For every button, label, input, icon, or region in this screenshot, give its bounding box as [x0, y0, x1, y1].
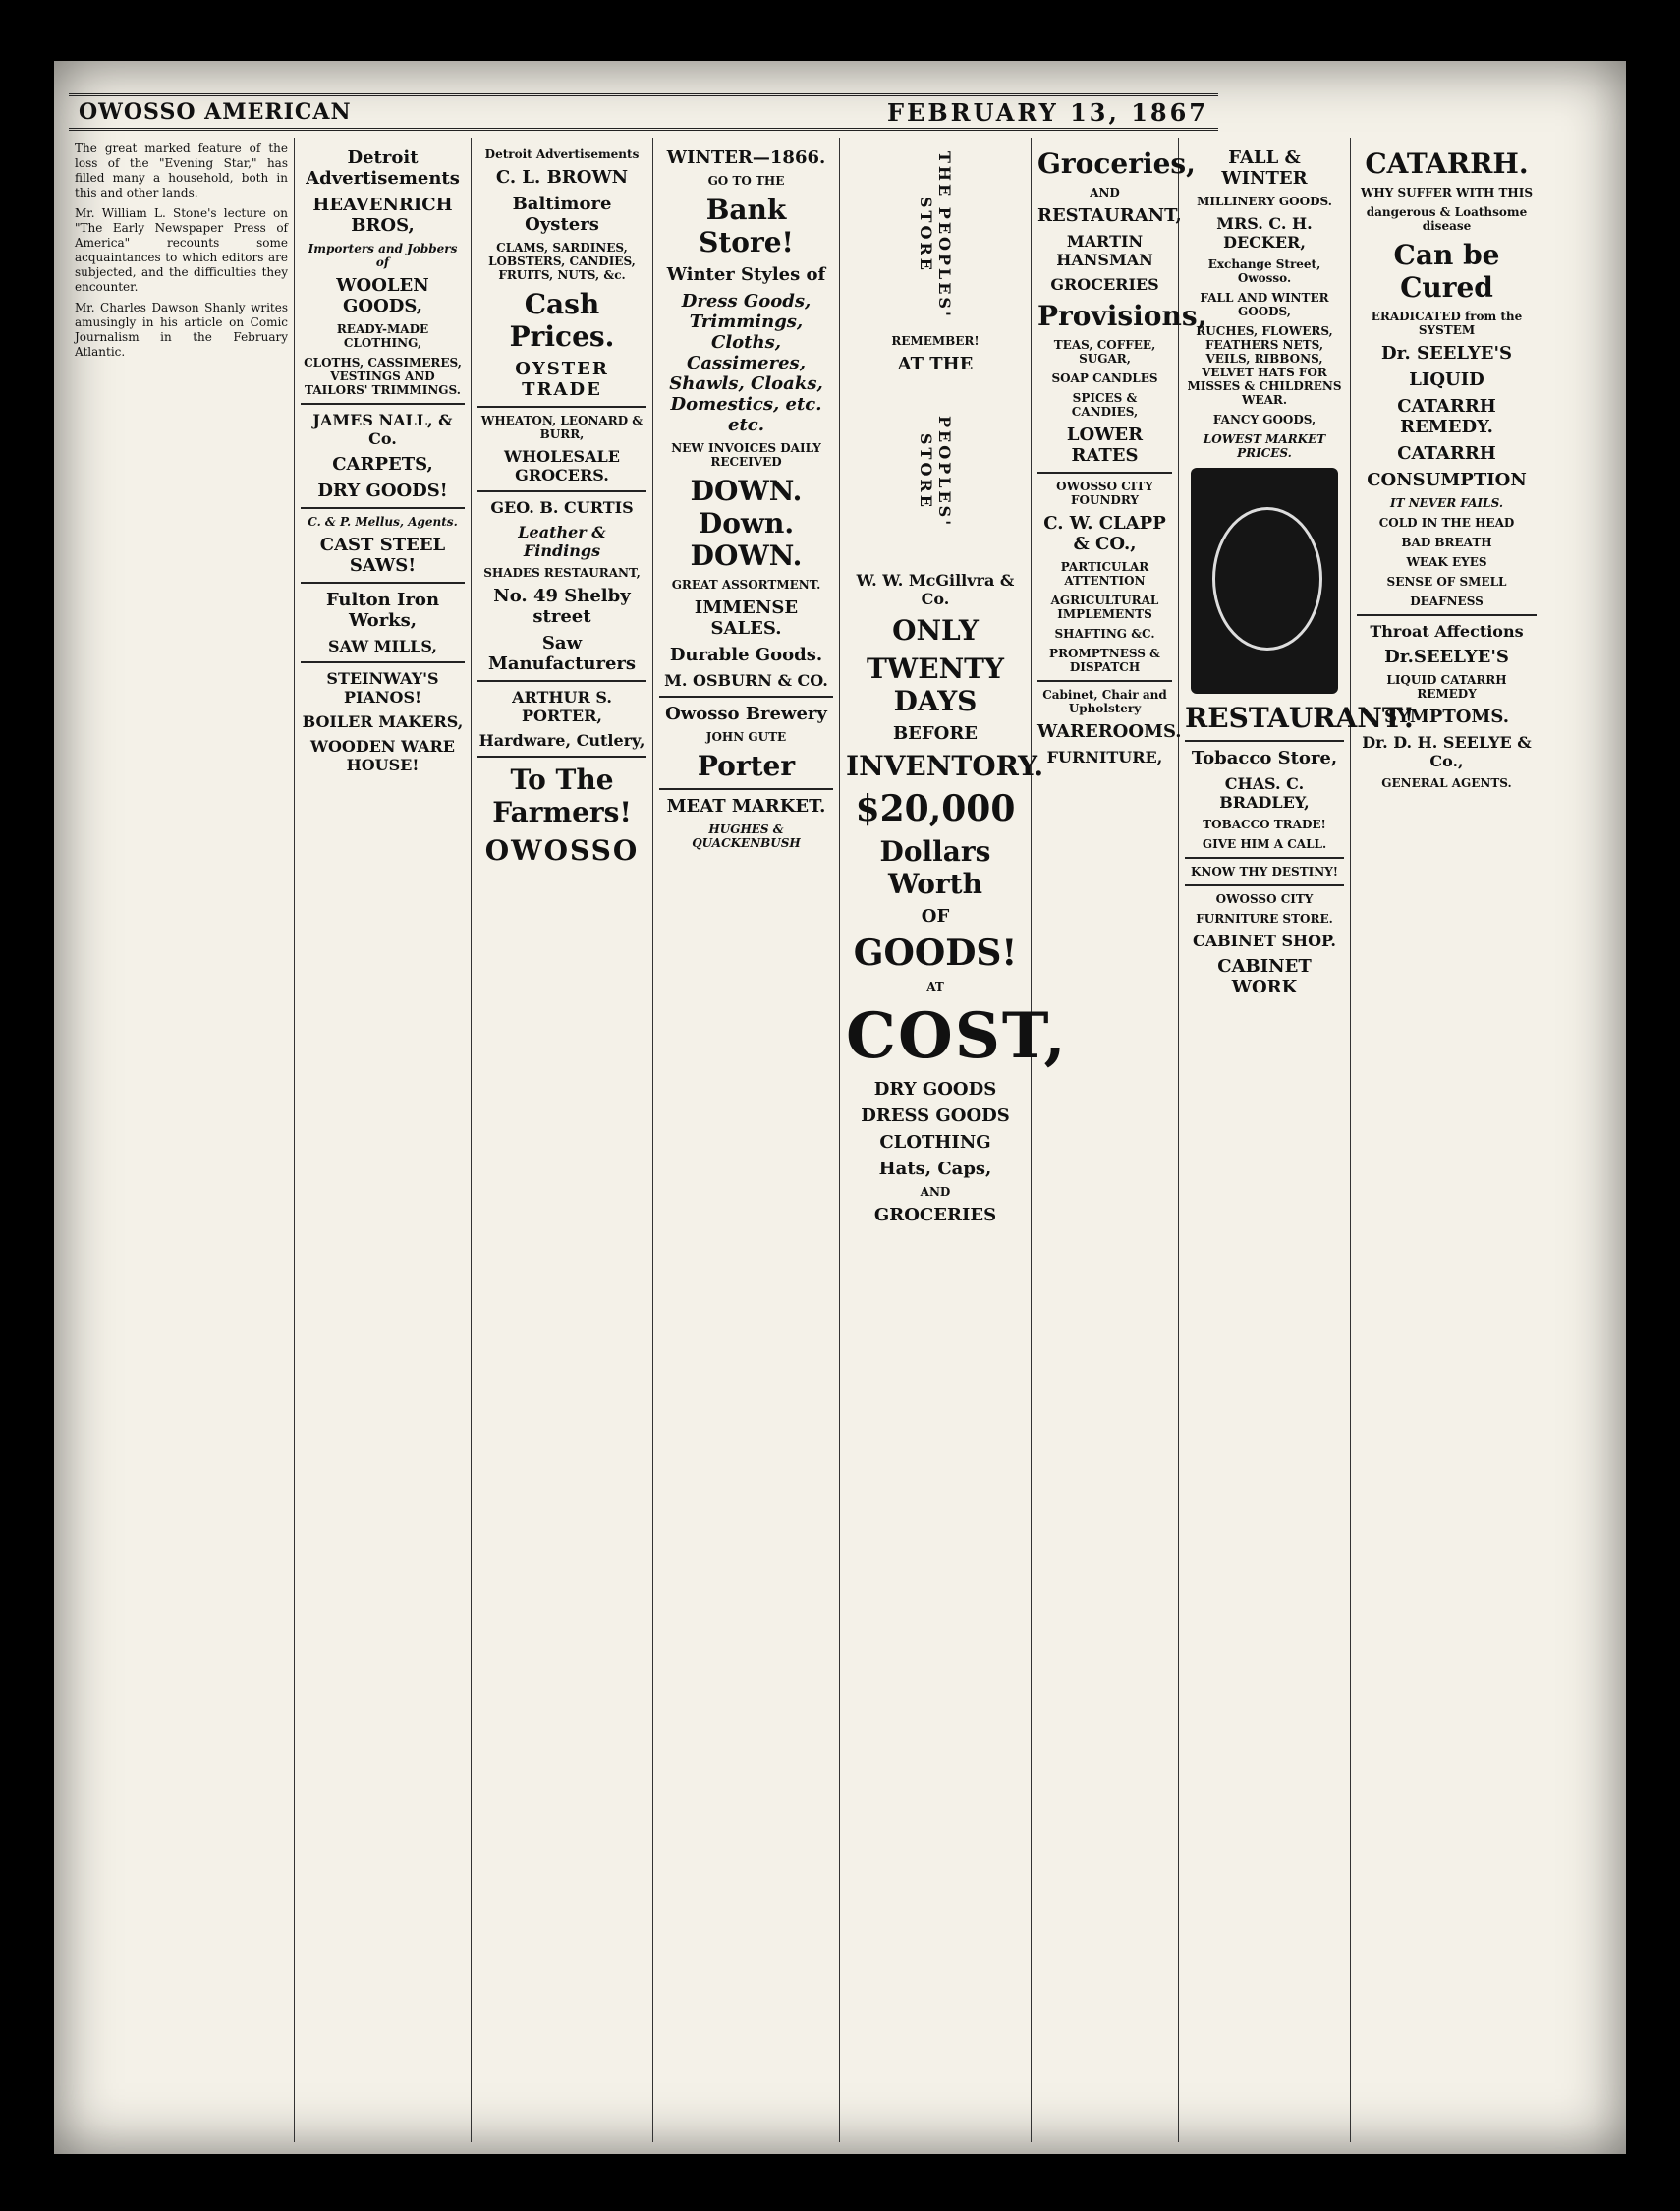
ad-headline: DOWN. Down. DOWN. — [690, 475, 803, 572]
column-7 — [1179, 138, 1415, 2142]
ad-headline: GIVE HIM A CALL. — [1202, 837, 1327, 851]
ad-headline: CONSUMPTION — [1367, 470, 1527, 490]
article-paragraph: Mr. Charles Dawson Shanly writes amusingly in his article on Comic Journalism in the February Atlantic. — [75, 301, 288, 359]
ad-headline: Dr. SEELYE'S — [1381, 343, 1512, 364]
ad-headline: MEAT MARKET. — [666, 796, 826, 817]
firm-name: ARTHUR S. PORTER, — [512, 688, 612, 725]
firm-name: C. W. CLAPP & CO., — [1043, 513, 1166, 554]
ad-headline: WHOLESALE GROCERS. — [504, 447, 620, 484]
ad-headline: OWOSSO CITY — [1215, 892, 1314, 906]
firm-name: JAMES NALL, & Co. — [312, 411, 453, 448]
divider — [1037, 680, 1172, 682]
divider — [1357, 614, 1537, 616]
ad-headline: CARPETS, — [332, 454, 433, 475]
ad-headline: Hardware, Cutlery, — [478, 731, 645, 750]
ad-headline: To The Farmers! — [492, 764, 632, 828]
column-2 — [295, 138, 472, 2142]
ad-headline: PARTICULAR ATTENTION — [1060, 560, 1149, 588]
ad-headline: GROCERIES — [1050, 275, 1159, 294]
ad-headline: GREAT ASSORTMENT. — [671, 578, 821, 592]
ad-headline: SHADES RESTAURANT, — [483, 566, 641, 580]
ad-headline: RESTAURANT! — [1185, 702, 1415, 734]
ad-headline: OWOSSO — [484, 834, 640, 867]
ad-line: Importers and Jobbers of — [308, 242, 458, 269]
ad-headline: IT NEVER FAILS. — [1389, 496, 1504, 510]
ad-headline: Saw Manufacturers — [487, 633, 637, 674]
column-8 — [1351, 138, 1542, 2142]
article-paragraph: Mr. William L. Stone's lecture on "The Early Newspaper Press of America" recounts some acquaintances to which editors are subjected, and the difficulties they encounter. — [75, 206, 288, 294]
ad-line: SENSE OF SMELL — [1386, 575, 1507, 589]
ad-line: AT — [926, 980, 944, 993]
divider — [659, 696, 833, 698]
ad-headline: INVENTORY. — [846, 750, 1044, 782]
ad-line: MILLINERY GOODS. — [1197, 195, 1332, 208]
ad-headline: Durable Goods. — [669, 645, 823, 665]
ad-headline: BOILER MAKERS, — [302, 712, 464, 731]
ad-headline: Cash Prices. — [509, 288, 615, 353]
ad-headline: SAW MILLS, — [328, 637, 437, 655]
divider — [1185, 857, 1344, 859]
firm-name: M. OSBURN & CO. — [664, 671, 828, 690]
vertical-headline: PEOPLES' STORE — [917, 415, 954, 529]
ad-headline: GROCERIES — [873, 1205, 997, 1225]
column-4 — [653, 138, 840, 2142]
firm-name: MRS. C. H. DECKER, — [1216, 214, 1313, 252]
ad-headline: CAST STEEL SAWS! — [319, 535, 446, 576]
ad-headline: BEFORE — [892, 723, 979, 744]
ad-line: ERADICATED from the SYSTEM — [1371, 310, 1523, 337]
article-paragraph: The great marked feature of the loss of the "Evening Star," has filled many a household, both in this and other lands. — [75, 142, 288, 199]
ad-headline: Can be Cured — [1393, 239, 1500, 304]
ad-line: BAD BREATH — [1401, 536, 1492, 549]
ad-headline: WOODEN WARE HOUSE! — [310, 737, 455, 774]
ad-line: RUCHES, FLOWERS, FEATHERS NETS, VEILS, RIBBONS, VELVET HATS FOR MISSES & CHILDRENS WEAR. — [1187, 324, 1342, 407]
divider — [1185, 740, 1344, 742]
ad-headline: FALL AND WINTER GOODS, — [1200, 291, 1329, 318]
ad-headline: PROMPTNESS & DISPATCH — [1049, 647, 1160, 674]
ad-headline: Bank Store! — [699, 194, 794, 258]
ad-headline: DRY GOODS! — [317, 481, 448, 501]
ad-headline: Dr.SEELYE'S — [1384, 647, 1509, 667]
ad-headline: ONLY — [892, 614, 979, 647]
ad-headline: No. 49 Shelby street — [493, 586, 631, 627]
divider — [659, 788, 833, 790]
divider — [477, 680, 646, 682]
ad-headline: AGRICULTURAL IMPLEMENTS — [1050, 594, 1159, 621]
ad-line: AND — [1090, 186, 1120, 199]
ad-line: READY-MADE CLOTHING, — [336, 322, 429, 350]
ad-headline: IMMENSE SALES. — [694, 597, 799, 639]
ad-line: DEAFNESS — [1410, 595, 1484, 608]
vertical-headline: THE PEOPLES' STORE — [917, 150, 954, 319]
masthead — [69, 93, 1218, 131]
ad-headline: DRESS GOODS — [861, 1106, 1010, 1126]
ad-headline: CATARRH. — [1365, 147, 1529, 180]
ad-headline: WAREROOMS. — [1037, 721, 1182, 742]
issue-date: FEBRUARY 13, 1867 — [887, 97, 1208, 127]
firm-name: Dr. D. H. SEELYE & Co., — [1362, 733, 1532, 770]
ad-headline: GOODS! — [853, 933, 1018, 974]
ad-headline: Provisions, — [1037, 300, 1207, 332]
ad-headline: CATARRH REMEDY. — [1397, 396, 1496, 437]
ad-line: GO TO THE — [707, 174, 785, 188]
ad-headline: Winter Styles of — [666, 264, 826, 285]
ad-headline: Dollars Worth — [879, 835, 991, 900]
ad-headline: Hats, Caps, — [878, 1159, 992, 1179]
firm-name: WHEATON, LEONARD & BURR, — [480, 414, 644, 441]
ad-line: GENERAL AGENTS. — [1381, 776, 1512, 790]
ad-headline: Porter — [697, 750, 796, 782]
ad-headline: OWOSSO CITY FOUNDRY — [1056, 480, 1153, 507]
column-3 — [472, 138, 653, 2142]
firm-name: Fulton Iron Works, — [325, 590, 440, 631]
column-1 — [69, 138, 295, 2142]
divider — [1037, 472, 1172, 474]
ad-headline: CLOTHING — [879, 1132, 991, 1153]
ad-headline: LIQUID — [1409, 369, 1484, 390]
ad-headline: RESTAURANT, — [1037, 205, 1182, 226]
column-5 — [840, 138, 1068, 2142]
ad-headline: SYMPTOMS. — [1384, 707, 1509, 727]
divider — [477, 406, 646, 408]
firm-name: W. W. McGillvra & Co. — [856, 571, 1015, 608]
ad-line: CLAMS, SARDINES, LOBSTERS, CANDIES, FRUITS, NUTS, &c. — [488, 241, 636, 282]
ad-headline: Cabinet, Chair and Upholstery — [1042, 688, 1167, 715]
ad-line: REMEMBER! — [891, 334, 980, 348]
ad-headline: KNOW THY DESTINY! — [1190, 865, 1339, 879]
ad-headline: LIQUID CATARRH REMEDY — [1386, 673, 1507, 701]
divider — [477, 756, 646, 758]
ad-headline: Dress Goods, Trimmings, Cloths, Cassimeres, Shawls, Cloaks, Domestics, etc. etc. — [669, 291, 823, 435]
firm-name: JOHN GUTE — [705, 730, 787, 744]
section-heading: Detroit Advertisements — [306, 147, 460, 189]
divider — [301, 582, 465, 584]
firm-name: HEAVENRICH BROS, — [312, 195, 453, 236]
ad-line: COLD IN THE HEAD — [1378, 516, 1515, 530]
ad-line: WEAK EYES — [1406, 555, 1487, 569]
ad-headline: OF — [921, 906, 950, 927]
firm-name: CHAS. C. BRADLEY, — [1219, 774, 1310, 812]
ad-line: CLOTHS, CASSIMERES, VESTINGS AND TAILORS' TRIMMINGS. — [304, 356, 462, 397]
ad-headline: Groceries, — [1037, 147, 1196, 180]
ad-headline: FURNITURE, — [1046, 748, 1163, 766]
firm-name: MARTIN HANSMAN — [1056, 232, 1153, 269]
ad-headline: WOOLEN GOODS, — [336, 275, 429, 316]
firm-name: HUGHES & QUACKENBUSH — [692, 822, 801, 850]
divider — [1185, 884, 1344, 886]
stove-illustration — [1191, 468, 1338, 694]
firm-name: GEO. B. CURTIS — [490, 498, 634, 517]
ad-headline: OYSTER TRADE — [515, 359, 609, 400]
column-6 — [1032, 138, 1207, 2142]
ad-headline: DRY GOODS — [873, 1079, 997, 1100]
firm-name: C. L. BROWN — [495, 167, 629, 188]
ad-headline: Tobacco Store, — [1191, 748, 1338, 768]
ad-title: WINTER—1866. — [666, 147, 826, 168]
firm-name: C. & P. Mellus, Agents. — [308, 515, 458, 529]
ad-headline: FANCY GOODS, — [1212, 413, 1316, 426]
ad-line: Exchange Street, Owosso. — [1207, 257, 1321, 285]
ad-headline: TWENTY DAYS — [866, 652, 1005, 717]
ad-headline: SOAP CANDLES — [1051, 371, 1158, 385]
section-heading: Detroit Advertisements — [484, 147, 640, 161]
firm-name: STEINWAY'S PIANOS! — [326, 669, 439, 707]
ad-headline: FURNITURE STORE. — [1196, 912, 1333, 926]
ad-line: WHY SUFFER WITH THIS — [1360, 186, 1534, 199]
divider — [301, 661, 465, 663]
divider — [301, 507, 465, 509]
ad-headline: LOWEST MARKET PRICES. — [1203, 432, 1326, 460]
ad-title: FALL & WINTER — [1221, 147, 1308, 189]
ad-line: dangerous & Loathsome disease — [1366, 205, 1528, 233]
ad-headline: TEAS, COFFEE, SUGAR, — [1053, 338, 1156, 366]
ad-headline: CATARRH — [1397, 443, 1496, 464]
divider — [477, 490, 646, 492]
ad-headline: CABINET WORK — [1217, 956, 1312, 997]
paper-name: OWOSSO AMERICAN — [79, 99, 352, 125]
ad-headline: COST, — [846, 999, 1068, 1073]
ad-headline: $20,000 — [855, 788, 1016, 829]
divider — [301, 403, 465, 405]
ad-headline: TOBACCO TRADE! — [1203, 818, 1326, 831]
ad-headline: LOWER RATES — [1066, 425, 1144, 466]
ad-headline: Throat Affections — [1370, 622, 1524, 641]
ad-headline: SPICES & CANDIES, — [1071, 391, 1139, 419]
ad-headline: CABINET SHOP. — [1192, 932, 1336, 950]
ad-line: AND — [920, 1185, 951, 1199]
ad-line: AT THE — [897, 354, 974, 374]
ad-headline: Baltimore Oysters — [512, 194, 612, 235]
ad-headline: NEW INVOICES DAILY RECEIVED — [671, 441, 821, 469]
ad-headline: SHAFTING &C. — [1054, 627, 1155, 641]
ad-headline: Owosso Brewery — [665, 704, 827, 724]
ad-headline: Leather & Findings — [518, 523, 606, 560]
